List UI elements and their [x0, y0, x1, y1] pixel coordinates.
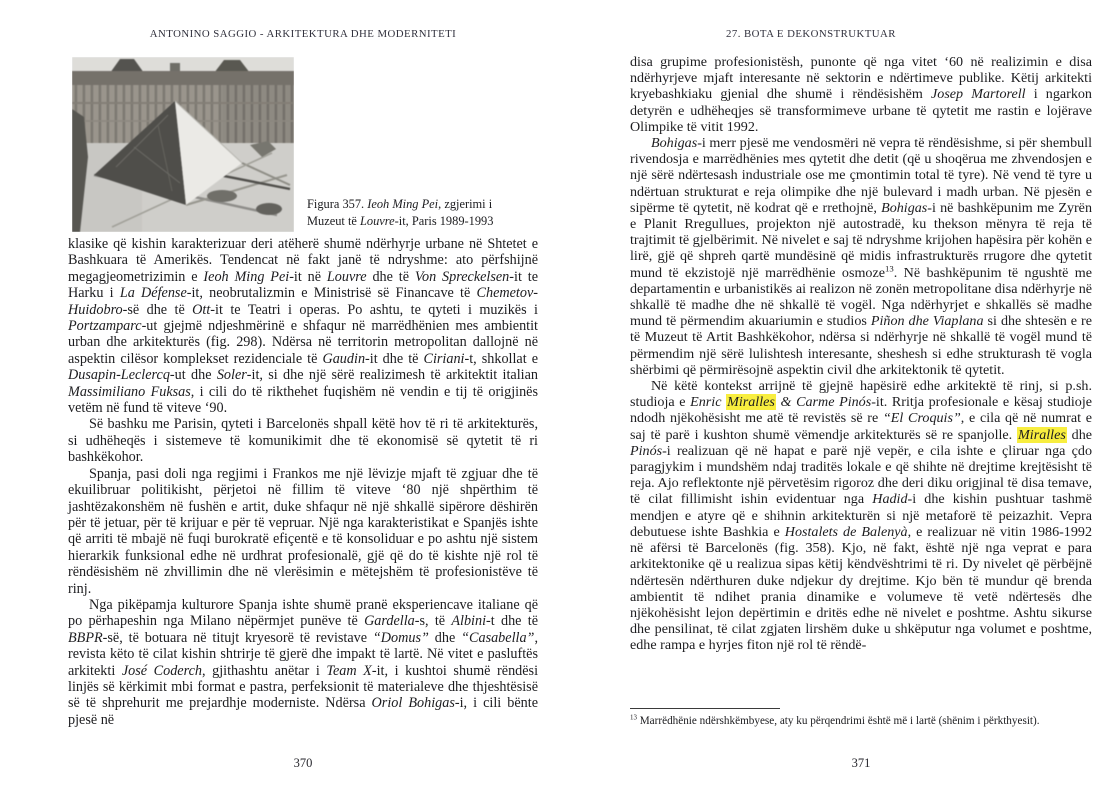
paragraph: Nga pikëpamja kulturore Spanja ishte shumë pranë eksperiencave italiane që po përhapeshin nga Milano nëpërmjet punëve të Gardella-s, të Albini-t dhe të BBPR-së, të botuara në titujt kryesorë të revistave “Domus” dhe “Casabella”, revista këto të cilat kishin shtrirje të gjerë dhe impakt të lartë. Në vitet e pasluftës arkitekti José Coderch, gjithashtu anëtar i Team X-it, i kushtoi shumë rëndësi linjës së kërkimit mbi format e pastra, perfeksionit të materialeve dhe thjeshtësisë së të shprehurit me prejardhje moderniste. Ndërsa Oriol Bohigas-i, i cili bënte pjesë në: [68, 596, 539, 728]
louvre-pyramid-photo-graphic: [72, 57, 294, 232]
footnote: [630, 703, 1092, 728]
footnote-divider: [630, 708, 780, 709]
left-page: [68, 28, 538, 728]
right-page-number: 371: [851, 756, 871, 770]
footnote-text: $^{13}$ Marrëdhënie ndërshkëmbyese, aty ku përqendrimi është më i lartë (shënim i përkthyesit).: [630, 713, 1040, 727]
figure-357: [68, 57, 538, 232]
louvre-pyramid-photo: [72, 57, 294, 232]
figure-caption: Figura 357. Ieoh Ming Pei, zgjerimi i Muzeut të Louvre-it, Paris 1989-1993: [307, 197, 494, 228]
paragraph: Spanja, pasi doli nga regjimi i Frankos me një lëvizje mjaft të zgjuar dhe të ekuilibruar politikisht, përjetoi në fillim të viteve ‘80 një shpërthim të jashtëzakonshëm në fushën e artit, duke shfaqur në një shkallë sipërore dëshirën për të jetuar, për të krijuar e për të vepruar. Një nga karakteristikat e Spanjës ishte që arriti të mbajë në fuqi burokratë efiçentë e të konsoliduar e po ashtu një sistem hierarkik funksional edhe në urdhrat profesionalë, gjë që do të kishte një rol të rëndësishëm në zhvillimin dhe në vlerësimin e mëtejshëm të profesionistëve të rinj.: [68, 465, 538, 597]
paragraph: Në këtë kontekst arrijnë të gjejnë hapësirë edhe arkitektë të rinj, si p.sh. studioja e Enric Miralles & Carme Pinós-it. Rritja profesionale e kësaj studioje ndodh njëkohësisht me atë të revistës së re “El Croquis”, e cila që në numrat e saj të parë i kushton shumë vëmendje arkitekturës së re spanjolle. Miralles dhe Pinós-i realizuan që në hapat e parë një vepër, e cila ishte e çliruar nga çdo paragjykim i mundshëm ndaj traditës lokale e që shihte në drejtime krejtësisht të reja. Ajo reflektonte një përvetësim rigoroz dhe deri diku origjinal të disa temave, të cilat fillimisht ishin evidentuar nga Hadid-i dhe kishin pushtuar tashmë mendjen e atyre që e shihnin arkitekturën si një metaforë të peizazhit. Vepra debutuese ishte Bashkia e Hostalets de Balenyà, e realizuar në vitin 1986-1992 në afërsi të Barcelonës (fig. 358). Kjo, në fakt, është një nga veprat e para arkitektonike që u realizua sipas këtij këndvështrimi të ri. Dy nivelet që përbëjnë ndërtesën ndërthuren duke ndjekur dy drejtime. Kjo bën të mundur që brenda ambientit të ndihet prania dinamike e volumeve të vetë ndërtesës dhe njëkohësisht lejon depërtimin e dritës edhe në nivelet e poshtme. Ashtu sikurse dhe pensilinat, të cilat zgjaten lirshëm duke u shkëputur nga volumet e poshtme, edhe rampa e hyrjes fiton një rol të rëndë-: [630, 378, 1093, 654]
left-page-body: [68, 236, 538, 728]
right-running-header: 27. BOTA E DEKONSTRUKTUAR: [726, 28, 896, 40]
left-running-header: ANTONINO SAGGIO - ARKITEKTURA DHE MODERNITETI: [149, 28, 457, 40]
paragraph: Së bashku me Parisin, qyteti i Barcelonës shpall këtë hov të ri të arkitekturës, si udhëheqës i sistemeve të komunikimit dhe të ekonomisë së qytetit të ri bashkëkohor.: [68, 416, 538, 466]
paragraph: disa grupime profesionistësh, punonte që nga vitet ‘60 në realizimin e disa ndërhyrjeve mjaft interesante në sektorin e ndërtimeve publike. Këtij arkitekti kryebashkiaku gjenial dhe shumë i rëndësishëm Josep Martorell i ngarkon detyrën e udhëheqjes së transformimeve urbane të qytetit me rastin e lojërave Olimpike të vitit 1992.: [630, 54, 1092, 135]
paragraph: Bohigas-i merr pjesë me vendosmëri në vepra të rëndësishme, si për shembull rivendosja e marrëdhënies mes qytetit dhe detit (që u shoqërua me zhvendosjen e një sërë ndërtesash industriale ose me çmontimin total të tyre). Në vend të tyre u ndërtuan strukturat e reja olimpike dhe një bulevard i madh urban. Në pjesën e sipërme të qytetit, në kodrat që e rrethojnë, Bohigas-i në bashkëpunim me Zyrën e Planit Rregullues, projekton një autostradë, ku thekson mënyra të reja të trajtimit të gjelbërimit. Në nivelet e saj të ndryshme krijohen hapësira për kohën e lirë, gjë që shpreh qartë mundësinë që midis infrastrukturës rrugore dhe qytetit mund të ekzistojë një marrëdhënie osmoze$^{13}$. Në bashkëpunim të ngushtë me departamentin e urbanistikës ai realizon në zonën metropolitane disa ndërhyrje në shkallë të madhe dhe në shkallë të vogël. Nga ndërhyrjet e shkallës së madhe mund të përmendim akuariumin e studios Piñon dhe Viaplana si dhe shtesën e re të Muzeut të Artit Bashkëkohor, ndërsa si ndërhyrje në shkallë të vogël mund të përmendim një sërë lulishtesh interesante, sheshesh si edhe strukturash të vogla shërbimi që përmirësojnë aspektin civil dhe arkitektonik të qytetit.: [630, 135, 1093, 378]
right-page: [630, 28, 1092, 654]
paragraph: klasike që kishin karakterizuar deri atëherë shumë ndërhyrje urbane në Shtetet e Bashkuara të Amerikës. Tendencat në fakt janë të ndryshme: ato përfshijnë megagjeometrizimin e Ieoh Ming Pei-it në Louvre dhe të Von Spreckelsen-it te Harku i La Défense-it, neobrutalizmin e Ministrisë së Financave të Chemetov-Huidobro-së dhe të Ott-it te Teatri i operas. Po ashtu, te qyteti i muzikës i Portzamparc-ut gjejmë ndjeshmërinë e shfaqur në marrëdhënien mes ambientit urban dhe arkitekturës (fig. 298). Ndërsa në territorin metropolitan dallojnë në aspektin cilësor komplekset rezidenciale të Gaudin-it dhe të Ciriani-t, shkollat e Dusapin-Leclercq-ut dhe Soler-it, si dhe një sërë realizimesh të arkitektit italian Massimiliano Fuksas, i cili do të rikthehet fuqishëm në vendin e tij të origjinës vetëm në fund të viteve ‘90.: [68, 236, 538, 417]
left-page-number: 370: [293, 756, 313, 770]
right-page-body: [630, 54, 1092, 654]
